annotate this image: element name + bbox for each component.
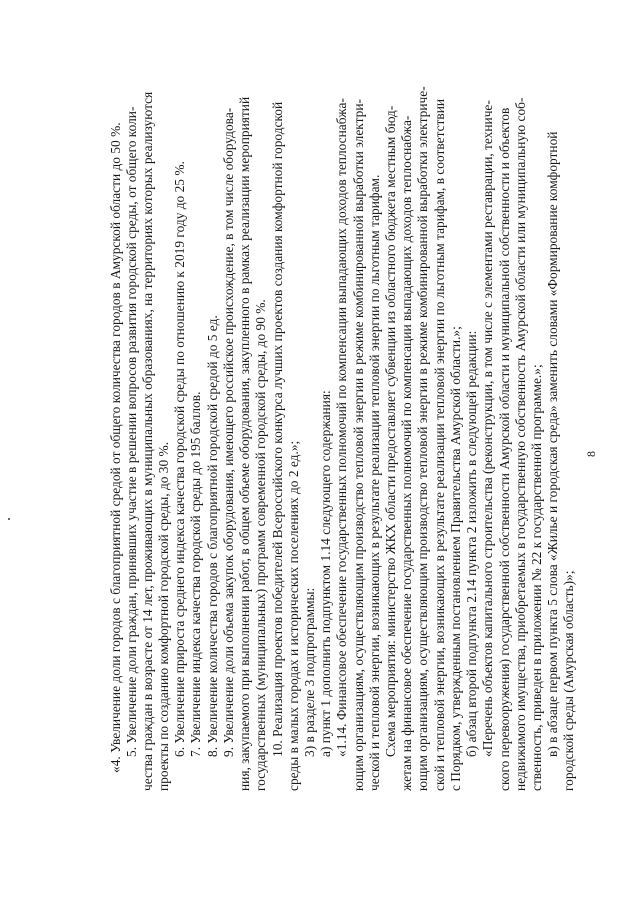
text-line: 5. Увеличение доли граждан, принявших участие в решении вопросов развития городской среды, от общего коли-: [124, 106, 139, 757]
text-line: Схема мероприятия: министерство ЖКХ области предоставляет субвенции из областного бюджета местным бюд-: [383, 105, 398, 757]
text-line: ственность, приведен в приложении № 22 к государственной программе.»;: [529, 364, 544, 791]
text-line: ния, закупаемого при выполнении работ, в общем объеме оборудования, закупленного в рамках реализации мероприятий: [237, 96, 252, 791]
text-line: 8. Увеличение количества городов с благоприятной городской средой до 5 ед.: [205, 315, 220, 757]
text-line: «4. Увеличение доли городов с благоприятной средой от общего количества городов в Амурской области до 50 %.: [108, 122, 123, 773]
text-line: 6. Увеличение прироста среднего индекса качества городской среды по отношению к 2019 году до 25 %.: [172, 161, 187, 757]
text-line: 7. Увеличение индекса качества городской среды до 195 баллов.: [188, 391, 203, 757]
text-line: ющим организациям, осуществляющим производство тепловой энергии в режиме комбинированной выработки электриче-: [415, 86, 430, 791]
text-line: среды в малых городах и исторических поселениях до 2 ед.»;: [286, 440, 301, 791]
text-line: ского перевооружения) государственной собственности Амурской области и муниципальной собственности и объектов: [497, 107, 512, 791]
text-line: жетам на финансовое обеспечение государственных полномочий по компенсации выпадающих доходов теплоснабжа-: [399, 115, 414, 791]
text-line: «1.14. Финансовое обеспечение государственных полномочий по компенсации выпадающих доходов теплоснабжа-: [334, 98, 349, 757]
text-line: чества граждан в возрасте от 14 лет, проживающих в муниципальных образованиях, на территориях которых реализуются: [140, 91, 155, 791]
text-line: 10. Реализация проектов победителей Всероссийского конкурса лучших проектов создания комфортной городской: [270, 101, 285, 757]
text-line: 9. Увеличение доли объема закупок оборудования, имеющего российское происхождение, в том числе оборудова-: [221, 107, 236, 757]
text-line: б) абзац второй подпункта 2.14 пункта 2 изложить в следующей редакции:: [464, 330, 479, 757]
page-number: 8: [584, 451, 598, 457]
text-line: а) пункт 1 дополнить подпунктом 1.14 следующего содержания:: [318, 390, 333, 757]
text-line: в) в абзаце первом пункта 5 слова «Жилье и городская среда» заменить словами «Формирование комфортной: [545, 131, 560, 757]
text-line: «Перечень объектов капитального строительства (реконструкции, в том числе с элементами реставрации, техниче-: [480, 100, 495, 757]
text-line: ющим организациям, осуществляющим производство тепловой энергии в режиме комбинированной выработки электри-: [351, 99, 366, 791]
text-line: ской и тепловой энергии, возникающих в результате реализации тепловой энергии по льготным тарифам, в соответствии: [432, 98, 447, 791]
text-line: проекты по созданию комфортной городской среды, до 30 %.: [156, 441, 171, 791]
text-line: недвижимого имущества, приобретаемых в государственную собственность Амурской области или муниципальную соб-: [513, 97, 528, 791]
text-line: 3) в разделе 3 подпрограммы:: [302, 587, 317, 757]
text-line: ческой и тепловой энергии, возникающих в результате реализации тепловой энергии по льготным тарифам.: [367, 174, 382, 791]
text-line: государственных (муниципальных) программ современной городской среды, до 90 %.: [253, 299, 268, 791]
text-line: городской среды (Амурская область)»;: [561, 570, 576, 791]
text-line: с Порядком, утвержденным постановлением Правительства Амурской области.»;: [448, 326, 463, 791]
